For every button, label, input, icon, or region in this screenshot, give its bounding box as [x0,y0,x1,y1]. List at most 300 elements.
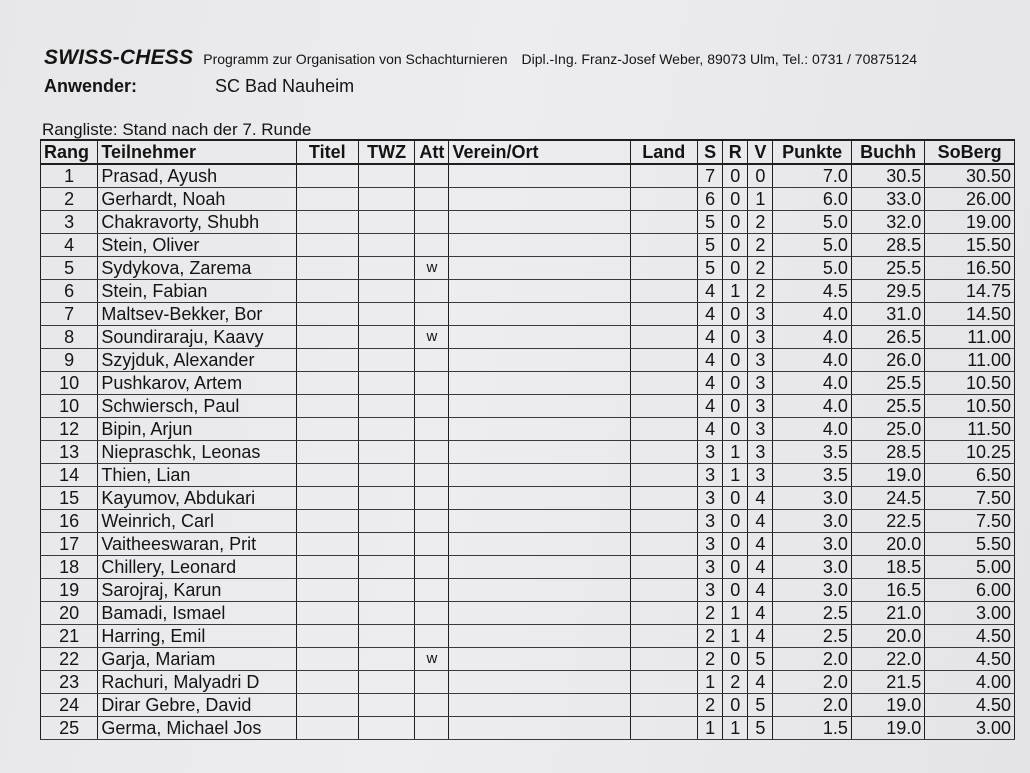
cell-verein [449,694,630,717]
cell-r: 0 [723,579,748,602]
cell-twz [358,602,414,625]
cell-verein [449,487,630,510]
cell-s: 4 [698,349,723,372]
cell-rang: 23 [41,671,98,694]
cell-r: 0 [723,533,748,556]
cell-teilnehmer: Kayumov, Abdukari [98,487,296,510]
cell-teilnehmer: Harring, Emil [98,625,296,648]
table-row [41,280,1015,303]
cell-verein [449,556,630,579]
cell-verein [449,464,630,487]
cell-titel [296,234,358,257]
cell-teilnehmer: Stein, Fabian [98,280,296,303]
standings-caption [42,120,311,140]
cell-soberg: 5.50 [925,533,1015,556]
cell-soberg: 7.50 [925,487,1015,510]
cell-r: 1 [723,464,748,487]
cell-verein [449,579,630,602]
cell-twz [358,648,414,671]
cell-v: 5 [748,717,773,740]
cell-land [630,372,697,395]
cell-rang: 19 [41,579,98,602]
cell-twz [358,188,414,211]
cell-twz [358,510,414,533]
cell-titel [296,211,358,234]
cell-punkte: 7.0 [773,164,851,188]
cell-v: 2 [748,257,773,280]
standings-body [41,164,1015,740]
cell-verein [449,602,630,625]
cell-buchh: 18.5 [851,556,924,579]
cell-soberg: 19.00 [925,211,1015,234]
cell-punkte: 4.0 [773,326,851,349]
table-row [41,579,1015,602]
cell-att: w [415,326,449,349]
cell-buchh: 16.5 [851,579,924,602]
cell-att [415,280,449,303]
cell-r: 2 [723,671,748,694]
cell-soberg: 4.00 [925,671,1015,694]
cell-rang: 22 [41,648,98,671]
cell-att [415,372,449,395]
cell-land [630,464,697,487]
cell-att [415,694,449,717]
cell-s: 4 [698,303,723,326]
cell-r: 0 [723,395,748,418]
cell-r: 1 [723,717,748,740]
cell-punkte: 4.0 [773,372,851,395]
cell-buchh: 26.5 [851,326,924,349]
cell-land [630,349,697,372]
cell-att [415,625,449,648]
cell-land [630,487,697,510]
cell-v: 4 [748,487,773,510]
cell-v: 2 [748,211,773,234]
cell-buchh: 21.0 [851,602,924,625]
table-row [41,441,1015,464]
cell-land [630,164,697,188]
document-header [44,46,1019,97]
cell-att [415,188,449,211]
cell-titel [296,372,358,395]
cell-v: 3 [748,464,773,487]
cell-rang: 13 [41,441,98,464]
cell-punkte: 1.5 [773,717,851,740]
cell-v: 4 [748,579,773,602]
cell-land [630,395,697,418]
cell-att [415,441,449,464]
cell-v: 3 [748,418,773,441]
cell-twz [358,349,414,372]
cell-r: 0 [723,510,748,533]
cell-verein [449,510,630,533]
cell-land [630,648,697,671]
cell-rang: 2 [41,188,98,211]
cell-teilnehmer: Schwiersch, Paul [98,395,296,418]
cell-verein [449,188,630,211]
cell-land [630,625,697,648]
cell-buchh: 26.0 [851,349,924,372]
standings-table [40,139,1015,740]
cell-buchh: 24.5 [851,487,924,510]
cell-verein [449,280,630,303]
cell-verein [449,717,630,740]
cell-rang: 8 [41,326,98,349]
cell-rang: 3 [41,211,98,234]
cell-r: 0 [723,211,748,234]
cell-titel [296,694,358,717]
cell-r: 0 [723,349,748,372]
cell-r: 0 [723,556,748,579]
cell-verein [449,418,630,441]
cell-verein [449,648,630,671]
table-row [41,164,1015,188]
cell-s: 7 [698,164,723,188]
cell-verein [449,326,630,349]
cell-att [415,211,449,234]
user-label: Anwender: [44,76,138,96]
cell-buchh: 20.0 [851,533,924,556]
cell-titel [296,602,358,625]
cell-s: 4 [698,372,723,395]
cell-soberg: 11.50 [925,418,1015,441]
table-row [41,188,1015,211]
cell-rang: 4 [41,234,98,257]
cell-titel [296,164,358,188]
cell-twz [358,303,414,326]
col-header-soberg: SoBerg [925,140,1015,164]
cell-soberg: 26.00 [925,188,1015,211]
cell-teilnehmer: Garja, Mariam [98,648,296,671]
cell-land [630,326,697,349]
cell-v: 4 [748,510,773,533]
cell-rang: 12 [41,418,98,441]
cell-soberg: 3.00 [925,602,1015,625]
cell-att: w [415,648,449,671]
cell-teilnehmer: Pushkarov, Artem [98,372,296,395]
cell-land [630,257,697,280]
cell-land [630,418,697,441]
author-info: Dipl.-Ing. Franz-Josef Weber, 89073 Ulm, Tel.: 0731 / 70875124 [521,51,918,67]
cell-punkte: 2.5 [773,625,851,648]
cell-rang: 15 [41,487,98,510]
cell-rang: 17 [41,533,98,556]
cell-r: 1 [723,625,748,648]
cell-titel [296,280,358,303]
cell-soberg: 16.50 [925,257,1015,280]
cell-verein [449,303,630,326]
cell-verein [449,234,630,257]
table-row [41,671,1015,694]
cell-att [415,395,449,418]
cell-verein [449,164,630,188]
cell-punkte: 2.5 [773,602,851,625]
table-row [41,372,1015,395]
cell-rang: 10 [41,395,98,418]
cell-rang: 14 [41,464,98,487]
cell-buchh: 25.0 [851,418,924,441]
cell-att: w [415,257,449,280]
cell-verein [449,211,630,234]
cell-s: 3 [698,464,723,487]
cell-v: 4 [748,533,773,556]
cell-twz [358,694,414,717]
cell-teilnehmer: Dirar Gebre, David [98,694,296,717]
cell-r: 0 [723,188,748,211]
cell-punkte: 3.0 [773,556,851,579]
cell-v: 2 [748,234,773,257]
standings-label: Rangliste: [42,120,118,139]
col-header-land: Land [630,140,697,164]
cell-r: 1 [723,602,748,625]
cell-punkte: 3.0 [773,510,851,533]
cell-r: 0 [723,648,748,671]
cell-titel [296,625,358,648]
cell-land [630,671,697,694]
cell-att [415,234,449,257]
cell-rang: 7 [41,303,98,326]
cell-titel [296,188,358,211]
cell-twz [358,418,414,441]
cell-s: 3 [698,487,723,510]
cell-att [415,602,449,625]
table-row [41,510,1015,533]
cell-teilnehmer: Sarojraj, Karun [98,579,296,602]
cell-s: 2 [698,648,723,671]
table-row [41,234,1015,257]
cell-buchh: 32.0 [851,211,924,234]
header-line [44,46,1019,70]
cell-titel [296,326,358,349]
cell-s: 3 [698,556,723,579]
cell-r: 1 [723,280,748,303]
cell-att [415,418,449,441]
cell-verein [449,671,630,694]
col-header-punkte: Punkte [773,140,851,164]
cell-titel [296,510,358,533]
cell-v: 5 [748,694,773,717]
cell-verein [449,257,630,280]
cell-buchh: 30.5 [851,164,924,188]
cell-land [630,694,697,717]
cell-soberg: 14.75 [925,280,1015,303]
cell-punkte: 2.0 [773,671,851,694]
cell-soberg: 4.50 [925,694,1015,717]
user-value: SC Bad Nauheim [215,76,355,96]
cell-s: 3 [698,533,723,556]
cell-teilnehmer: Sydykova, Zarema [98,257,296,280]
col-header-twz: TWZ [358,140,414,164]
cell-land [630,533,697,556]
cell-punkte: 6.0 [773,188,851,211]
cell-land [630,441,697,464]
cell-twz [358,280,414,303]
cell-soberg: 11.00 [925,349,1015,372]
cell-soberg: 15.50 [925,234,1015,257]
table-row [41,625,1015,648]
cell-v: 2 [748,280,773,303]
cell-r: 0 [723,234,748,257]
cell-titel [296,579,358,602]
standings-status: Stand nach der 7. Runde [122,120,312,139]
cell-v: 3 [748,441,773,464]
cell-rang: 25 [41,717,98,740]
cell-soberg: 6.50 [925,464,1015,487]
cell-r: 0 [723,694,748,717]
cell-soberg: 6.00 [925,579,1015,602]
brand-title: SWISS-CHESS [44,46,194,69]
cell-punkte: 2.0 [773,648,851,671]
cell-v: 4 [748,602,773,625]
cell-titel [296,395,358,418]
table-row [41,349,1015,372]
cell-buchh: 22.0 [851,648,924,671]
cell-titel [296,464,358,487]
cell-soberg: 30.50 [925,164,1015,188]
cell-r: 0 [723,257,748,280]
cell-s: 2 [698,602,723,625]
cell-buchh: 25.5 [851,395,924,418]
cell-rang: 5 [41,257,98,280]
cell-soberg: 11.00 [925,326,1015,349]
cell-s: 5 [698,234,723,257]
cell-att [415,671,449,694]
cell-buchh: 29.5 [851,280,924,303]
cell-r: 0 [723,487,748,510]
cell-soberg: 3.00 [925,717,1015,740]
cell-punkte: 3.0 [773,487,851,510]
col-header-rang: Rang [41,140,98,164]
cell-r: 0 [723,326,748,349]
cell-v: 3 [748,326,773,349]
cell-teilnehmer: Chillery, Leonard [98,556,296,579]
cell-soberg: 10.25 [925,441,1015,464]
cell-twz [358,464,414,487]
cell-punkte: 4.5 [773,280,851,303]
cell-s: 4 [698,326,723,349]
cell-twz [358,257,414,280]
cell-twz [358,395,414,418]
cell-titel [296,487,358,510]
table-row [41,694,1015,717]
cell-teilnehmer: Weinrich, Carl [98,510,296,533]
cell-land [630,556,697,579]
cell-titel [296,717,358,740]
cell-twz [358,164,414,188]
cell-att [415,487,449,510]
cell-v: 4 [748,671,773,694]
cell-teilnehmer: Gerhardt, Noah [98,188,296,211]
cell-punkte: 4.0 [773,418,851,441]
cell-punkte: 5.0 [773,211,851,234]
cell-punkte: 4.0 [773,303,851,326]
cell-teilnehmer: Germa, Michael Jos [98,717,296,740]
cell-att [415,717,449,740]
cell-soberg: 14.50 [925,303,1015,326]
cell-buchh: 33.0 [851,188,924,211]
cell-buchh: 19.0 [851,717,924,740]
table-row [41,533,1015,556]
cell-soberg: 5.00 [925,556,1015,579]
cell-punkte: 4.0 [773,349,851,372]
cell-att [415,510,449,533]
col-header-teilnehmer: Teilnehmer [98,140,296,164]
cell-teilnehmer: Stein, Oliver [98,234,296,257]
cell-buchh: 21.5 [851,671,924,694]
cell-buchh: 22.5 [851,510,924,533]
cell-teilnehmer: Maltsev-Bekker, Bor [98,303,296,326]
col-header-att: Att [415,140,449,164]
cell-titel [296,556,358,579]
cell-punkte: 3.0 [773,579,851,602]
cell-att [415,164,449,188]
col-header-v: V [748,140,773,164]
cell-soberg: 4.50 [925,625,1015,648]
table-row [41,303,1015,326]
table-row [41,211,1015,234]
cell-punkte: 5.0 [773,234,851,257]
cell-land [630,188,697,211]
col-header-r: R [723,140,748,164]
cell-rang: 9 [41,349,98,372]
cell-v: 5 [748,648,773,671]
cell-s: 4 [698,395,723,418]
cell-teilnehmer: Bamadi, Ismael [98,602,296,625]
cell-punkte: 3.5 [773,464,851,487]
cell-att [415,556,449,579]
cell-rang: 6 [41,280,98,303]
cell-v: 4 [748,556,773,579]
cell-teilnehmer: Prasad, Ayush [98,164,296,188]
cell-titel [296,349,358,372]
cell-buchh: 25.5 [851,372,924,395]
cell-s: 6 [698,188,723,211]
program-description: Programm zur Organisation von Schachturnieren [203,51,508,67]
cell-r: 0 [723,418,748,441]
cell-verein [449,625,630,648]
col-header-titel: Titel [296,140,358,164]
cell-v: 4 [748,625,773,648]
cell-teilnehmer: Vaitheeswaran, Prit [98,533,296,556]
cell-rang: 21 [41,625,98,648]
cell-verein [449,395,630,418]
table-row [41,648,1015,671]
cell-s: 5 [698,211,723,234]
col-header-s: S [698,140,723,164]
cell-teilnehmer: Szyjduk, Alexander [98,349,296,372]
cell-teilnehmer: Chakravorty, Shubh [98,211,296,234]
cell-twz [358,625,414,648]
cell-teilnehmer: Rachuri, Malyadri D [98,671,296,694]
cell-punkte: 3.5 [773,441,851,464]
cell-rang: 10 [41,372,98,395]
cell-punkte: 2.0 [773,694,851,717]
cell-buchh: 28.5 [851,441,924,464]
cell-titel [296,648,358,671]
cell-s: 1 [698,671,723,694]
table-row [41,717,1015,740]
cell-punkte: 5.0 [773,257,851,280]
cell-s: 3 [698,510,723,533]
cell-buchh: 28.5 [851,234,924,257]
cell-twz [358,441,414,464]
cell-s: 1 [698,717,723,740]
cell-verein [449,533,630,556]
cell-land [630,211,697,234]
cell-rang: 18 [41,556,98,579]
cell-att [415,303,449,326]
cell-land [630,280,697,303]
